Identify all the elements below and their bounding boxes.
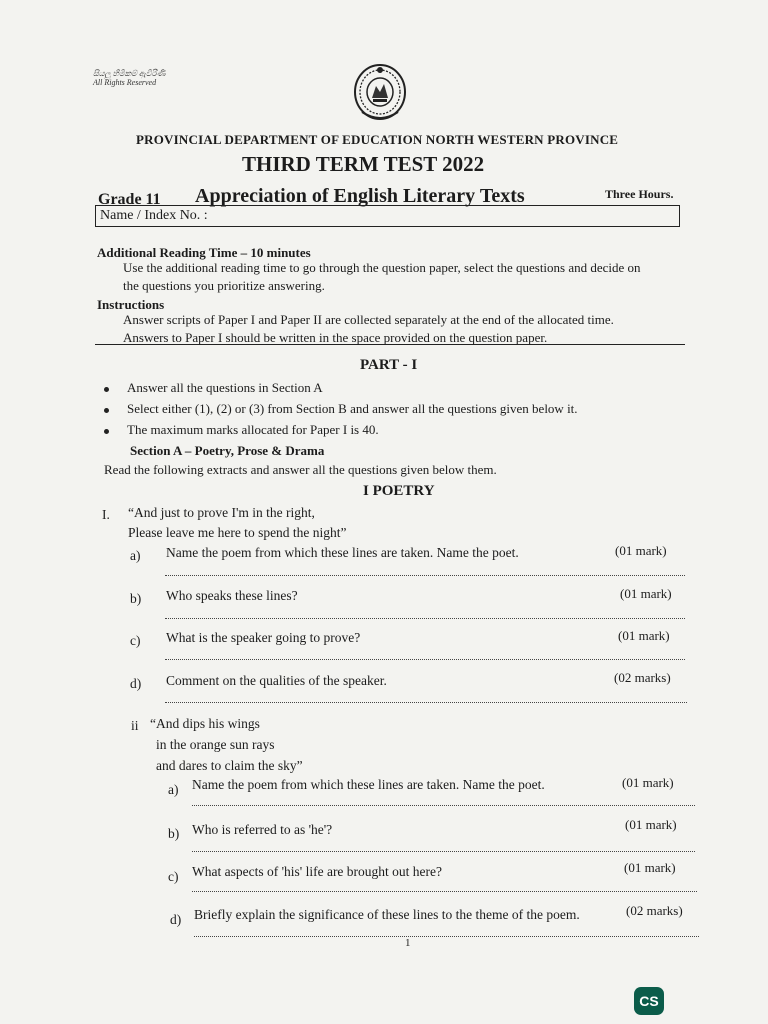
- extract-line: “And dips his wings: [150, 716, 260, 731]
- bullet-icon: [104, 387, 109, 392]
- test-title: THIRD TERM TEST 2022: [242, 152, 485, 176]
- extract-line: “And just to prove I'm in the right,: [128, 505, 315, 520]
- extract-line: and dares to claim the sky”: [156, 758, 303, 773]
- mark-allocation: (01 mark): [618, 628, 670, 643]
- mark-allocation: (02 marks): [626, 903, 683, 918]
- question-text: Comment on the qualities of the speaker.: [166, 673, 387, 688]
- subject-title: Appreciation of English Literary Texts: [195, 185, 525, 207]
- question-text: What is the speaker going to prove?: [166, 630, 361, 645]
- mark-allocation: (01 mark): [622, 775, 674, 790]
- rights-reserved: All Rights Reserved: [93, 78, 157, 87]
- part-label: b): [168, 826, 180, 841]
- name-index-field[interactable]: [95, 205, 680, 227]
- answer-line[interactable]: [165, 702, 687, 703]
- page-number: 1: [405, 937, 411, 949]
- part-heading: PART - I: [360, 357, 418, 373]
- name-index-label: Name / Index No. :: [100, 208, 208, 223]
- rights-sinhala: සියලු හිමිකම් ඇවිරිණි: [93, 69, 166, 78]
- part-label: a): [168, 782, 179, 797]
- mark-allocation: (01 mark): [624, 860, 676, 875]
- bullet-text-2: Select either (1), (2) or (3) from Section B and answer all the questions given below it.: [127, 401, 578, 416]
- department-name: PROVINCIAL DEPARTMENT OF EDUCATION NORTH WESTERN PROVINCE: [136, 132, 619, 147]
- duration: Three Hours.: [605, 187, 674, 201]
- reading-time-line2: the questions you prioritize answering.: [123, 278, 325, 293]
- bullet-text-1: Answer all the questions in Section A: [127, 380, 323, 395]
- question-text: Who speaks these lines?: [166, 588, 298, 603]
- bullet-icon: [104, 408, 109, 413]
- bullet-icon: [104, 429, 109, 434]
- part-label: c): [130, 633, 141, 648]
- divider: [95, 344, 685, 345]
- mark-allocation: (01 mark): [625, 817, 677, 832]
- instructions-heading: Instructions: [97, 297, 165, 312]
- question-text: Name the poem from which these lines are taken. Name the poet.: [192, 777, 545, 792]
- answer-line[interactable]: [192, 891, 697, 892]
- reading-time-heading: Additional Reading Time – 10 minutes: [97, 245, 311, 260]
- question-number: I.: [102, 507, 110, 522]
- answer-line[interactable]: [194, 936, 699, 937]
- section-a-heading: Section A – Poetry, Prose & Drama: [130, 443, 325, 458]
- part-label: d): [130, 676, 142, 691]
- answer-line[interactable]: [165, 659, 685, 660]
- grade-label: Grade 11: [98, 191, 161, 208]
- part-label: c): [168, 869, 179, 884]
- answer-line[interactable]: [192, 851, 695, 852]
- section-instruction: Read the following extracts and answer all the questions given below them.: [104, 462, 497, 477]
- instructions-line1: Answer scripts of Paper I and Paper II are collected separately at the end of the allocated time.: [123, 312, 614, 327]
- mark-allocation: (01 mark): [615, 543, 667, 558]
- question-text: Name the poem from which these lines are taken. Name the poet.: [166, 545, 519, 560]
- extract-line: Please leave me here to spend the night”: [128, 525, 347, 540]
- answer-line[interactable]: [165, 618, 685, 619]
- camscanner-logo: CS: [634, 987, 664, 1015]
- reading-time-line1: Use the additional reading time to go through the question paper, select the questions and decide on: [123, 260, 641, 275]
- mark-allocation: (02 marks): [614, 670, 671, 685]
- instructions-line2: Answers to Paper I should be written in the space provided on the question paper.: [123, 330, 548, 345]
- answer-line[interactable]: [192, 805, 695, 806]
- question-text: What aspects of 'his' life are brought out here?: [192, 864, 443, 879]
- extract-line: in the orange sun rays: [156, 737, 275, 752]
- poetry-heading: I POETRY: [363, 483, 435, 499]
- bullet-text-3: The maximum marks allocated for Paper I is 40.: [127, 422, 379, 437]
- part-label: b): [130, 591, 142, 606]
- question-text: Briefly explain the significance of these lines to the theme of the poem.: [194, 907, 580, 922]
- question-text: Who is referred to as 'he'?: [192, 822, 333, 837]
- answer-line[interactable]: [165, 575, 685, 576]
- mark-allocation: (01 mark): [620, 586, 672, 601]
- part-label: d): [170, 912, 182, 927]
- part-label: a): [130, 548, 141, 563]
- sri-lanka-emblem-icon: [352, 62, 408, 124]
- question-number: ii: [131, 718, 139, 733]
